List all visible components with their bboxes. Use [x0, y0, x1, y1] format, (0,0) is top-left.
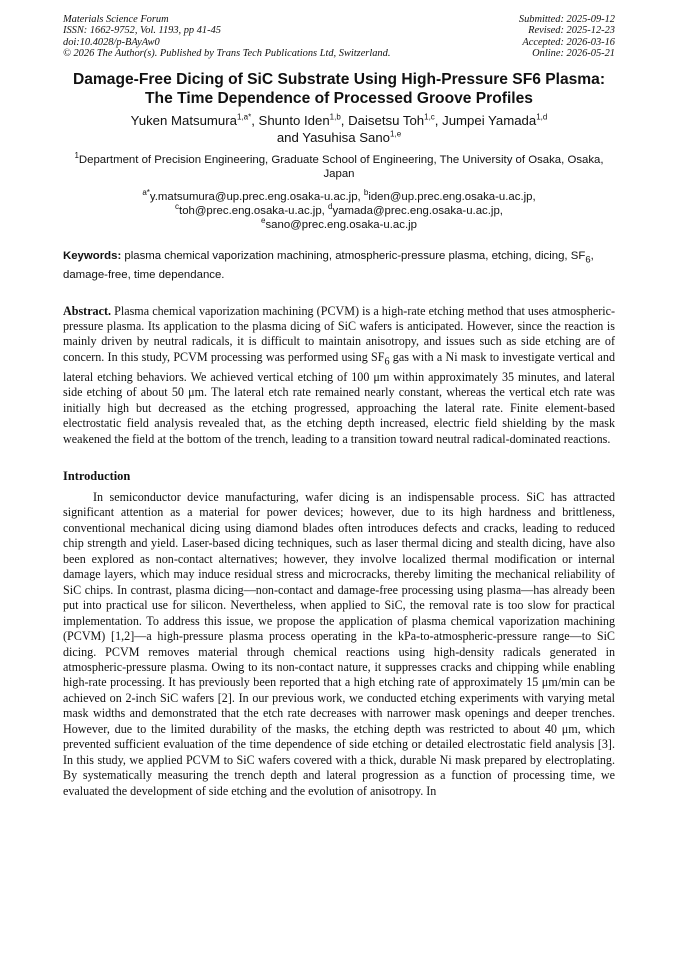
author-name: Daisetsu Toh: [348, 112, 425, 128]
keywords-subscript: 6: [585, 254, 591, 266]
email-address[interactable]: toh@prec.eng.osaka-u.ac.jp,: [179, 204, 328, 217]
author-emails: [63, 187, 615, 233]
author-name: Jumpei Yamada: [442, 112, 537, 128]
keywords-label: Keywords:: [63, 250, 122, 263]
date-online: Online: 2026-05-21: [532, 48, 615, 60]
author-name: Shunto Iden: [258, 112, 330, 128]
affiliation-text: Department of Precision Engineering, Graduate School of Engineering, The University of Osaka, Osaka, Japan: [78, 153, 604, 181]
affiliation: [63, 150, 615, 182]
author-affil-mark: 1,a*: [236, 112, 252, 122]
abstract-text: Plasma chemical vaporization machining (PCVM) is a high-rate etching method that uses atmospheric-pressure plasma. Its application to the plasma dicing of SiC wafers is anticipated. However, since the reaction is mainly driven by neutral radicals, it is difficult to maintain anisotropy, and issues such as side etching are of concern. In this study, PCVM processing was performed using SF: [63, 303, 615, 364]
author-affil-mark: 1,b: [329, 112, 341, 122]
abstract-subscript: 6: [384, 356, 390, 368]
date-submitted: Submitted: 2025-09-12: [518, 14, 615, 25]
author-separator: ,: [434, 112, 443, 128]
email-line: [63, 187, 615, 204]
journal-copyright: © 2026 The Author(s). Published by Trans Tech Publications Ltd, Switzerland.: [63, 48, 391, 60]
email-mark: e: [261, 216, 266, 226]
abstract: [63, 304, 615, 447]
date-revised: Revised: 2025-12-23: [528, 25, 615, 37]
email-line: [63, 218, 615, 232]
email-mark: c: [175, 202, 180, 212]
author-affil-mark: 1,c: [424, 112, 435, 122]
affiliation-mark: 1: [74, 150, 79, 160]
abstract-label: Abstract.: [63, 303, 112, 318]
title-line-1: Damage-Free Dicing of SiC Substrate Using High-Pressure SF6 Plasma:: [72, 70, 606, 88]
author-list: [63, 112, 615, 146]
author-affil-mark: 1,d: [536, 112, 548, 122]
introduction-paragraph: In semiconductor device manufacturing, wafer dicing is an indispensable process. SiC has attracted significant attention as a material for power devices; however, due to its high hardness and brittleness, conventional mechanical dicing using diamond blades often introduces defects and cracks, leading to reduced chip strength and yield. Laser-based dicing techniques, such as laser thermal dicing and stealth dicing, have also been explored as non-contact alternatives; however, they involve localized thermal modification or internal damage layers, which may induce residual stress and microcracks, thereby limiting the mechanical reliability of SiC chips. In contrast, plasma dicing—non-contact and damage-free processing using plasma—has already been put into practical use for silicon. Nevertheless, when applied to SiC, the removal rate is too slow for practical implementation. To address this issue, we propose the application of plasma chemical vaporization machining (PCVM) [1,2]—a high-pressure plasma process operating in the kPa-to-atmospheric-pressure range—to SiC dicing. PCVM removes material through chemical reactions using high-density radicals generated in atmospheric-pressure plasma. Owing to its non-contact nature, it suppresses cracks and chipping while enabling high-rate processing. It has previously been reported that a high etching rate of approximately 15 μm/min can be achieved on 2-inch SiC wafers [2]. In our previous work, we conducted etching experiments with varying metal mask widths and demonstrated that the etch rate decreases with narrower mask openings and deeper trenches. However, due to the limited durability of the masks, the etching depth was restricted to about 40 μm, which prevented sufficient evaluation of the time dependence of side etching or detailed electrostatic field analysis [3]. In this study, we applied PCVM to SiC wafers covered with a thick, durable Ni mask prepared by electroplating. By systematically measuring the trench depth and lateral progression as a function of processing time, we evaluated the development of side etching and the evolution of anisotropy. In: [63, 490, 615, 798]
keywords-text-end: , damage-free, time dependance.: [63, 250, 594, 281]
email-line: [63, 204, 615, 218]
author-affil-mark: 1,e: [390, 129, 402, 139]
journal-name: Materials Science Forum: [63, 14, 169, 25]
email-mark: b: [363, 187, 369, 197]
paper-title: [63, 70, 615, 108]
title-line-2: The Time Dependence of Processed Groove Profiles: [145, 89, 533, 107]
author-separator: ,: [340, 112, 349, 128]
keywords: [63, 249, 615, 282]
journal-doi[interactable]: doi:10.4028/p-BAyAw0: [63, 36, 160, 48]
journal-info: [63, 14, 390, 60]
email-address[interactable]: yamada@prec.eng.osaka-u.ac.jp,: [332, 204, 503, 217]
author-separator: and: [276, 129, 303, 145]
author-separator: ,: [251, 112, 259, 128]
section-heading-introduction: Introduction: [63, 469, 131, 483]
email-mark: a*: [142, 187, 150, 197]
author-name: Yasuhisa Sano: [302, 129, 391, 145]
journal-header: [63, 14, 615, 60]
email-address[interactable]: sano@prec.eng.osaka-u.ac.jp: [265, 219, 417, 232]
email-address[interactable]: y.matsumura@up.prec.eng.osaka-u.ac.jp,: [149, 190, 364, 203]
email-mark: d: [328, 202, 333, 212]
date-accepted: Accepted: 2026-03-16: [522, 36, 615, 48]
email-address[interactable]: iden@up.prec.eng.osaka-u.ac.jp,: [368, 190, 536, 203]
journal-issn: ISSN: 1662-9752, Vol. 1193, pp 41-45: [63, 25, 221, 37]
publication-dates: [519, 14, 615, 60]
author-name: Yuken Matsumura: [130, 112, 237, 128]
keywords-text: plasma chemical vaporization machining, atmospheric-pressure plasma, etching, dicing, SF: [121, 250, 586, 263]
abstract-text-end: gas with a Ni mask to investigate vertical and lateral etching behaviors. We achieved vertical etching of 100 μm within approximately 35 minutes, and lateral side etching of about 50 μm. The lateral etch rate remained nearly constant, whereas the vertical etch rate was initially high but decreased as the etching progressed, approaching the lateral rate. Finite element-based electrostatic field analysis revealed that, as the etching depth increased, electric field shielding by the mask weakened the field at the bottom of the trench, leading to a transition toward neutral radical-dominated reactions.: [63, 349, 615, 446]
